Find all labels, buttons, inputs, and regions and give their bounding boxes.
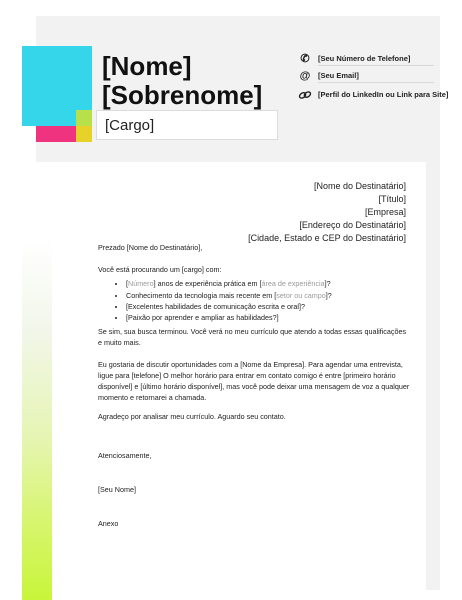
- accent-square-yellow: [76, 126, 92, 142]
- role-field[interactable]: [96, 110, 278, 140]
- paragraph-1[interactable]: Se sim, sua busca terminou. Você verá no meu currículo que atendo a todas essas qualificações e muito mais.: [98, 327, 407, 348]
- list-item[interactable]: • [Excelentes habilidades de comunicação escrita e oral]?: [126, 301, 410, 312]
- recipient-company[interactable]: [Empresa]: [364, 207, 406, 217]
- link-text[interactable]: [Perfil do LinkedIn ou Link para Site]: [318, 90, 449, 99]
- list-item[interactable]: • [Número] anos de experiência prática em [área de experiência]?: [126, 278, 410, 289]
- name-heading[interactable]: [102, 52, 262, 110]
- greeting[interactable]: Prezado [Nome do Destinatário],: [98, 243, 203, 252]
- accent-square-green: [76, 110, 92, 126]
- email-icon: @: [299, 70, 311, 82]
- recipient-title[interactable]: [Título]: [378, 194, 406, 204]
- phone-text[interactable]: [Seu Número de Telefone]: [318, 54, 411, 63]
- recipient-address[interactable]: [Endereço do Destinatário]: [299, 220, 406, 230]
- signature[interactable]: [Seu Nome]: [98, 484, 136, 494]
- first-name[interactable]: [Nome]: [102, 51, 192, 81]
- recipient-block[interactable]: [52, 180, 406, 245]
- letter-page: [52, 162, 426, 600]
- intro[interactable]: Você está procurando um [cargo] com:: [98, 265, 222, 275]
- paragraph-3[interactable]: Agradeço por analisar meu currículo. Aguardo seu contato.: [98, 412, 286, 422]
- contact-divider: [318, 65, 434, 66]
- paragraph-2[interactable]: Eu gostaria de discutir oportunidades com a [Nome da Empresa]. Para agendar uma entrevista, ligue para [telefone] O melhor horário para entrar em contato comigo é entre [primeiro horário disponível] e [último horário disponível], mas você pode deixar uma mensagem de voz a qualquer momento e retornarei a chamada.: [98, 359, 410, 403]
- letter-body[interactable]: [98, 242, 410, 529]
- contact-divider: [318, 82, 434, 83]
- accent-square-pink: [36, 126, 76, 142]
- list-item[interactable]: • Conhecimento da tecnologia mais recente em [setor ou campo]?: [126, 290, 410, 301]
- recipient-name[interactable]: [Nome do Destinatário]: [313, 181, 406, 191]
- enclosure[interactable]: Anexo: [98, 519, 119, 529]
- role-text[interactable]: [Cargo]: [105, 117, 155, 134]
- phone-icon: ✆: [300, 53, 310, 65]
- right-band: [426, 160, 440, 590]
- link-icon: [298, 88, 312, 102]
- recipient-city[interactable]: [Cidade, Estado e CEP do Destinatário]: [248, 233, 406, 243]
- last-name[interactable]: [Sobrenome]: [102, 80, 263, 110]
- email-text[interactable]: [Seu Email]: [318, 71, 359, 80]
- qualification-list: [98, 278, 410, 323]
- closing[interactable]: Atenciosamente,: [98, 450, 152, 460]
- list-item[interactable]: • [Paixão por aprender e ampliar as habilidades?]: [126, 312, 410, 323]
- gradient-accent-bar: [22, 240, 52, 600]
